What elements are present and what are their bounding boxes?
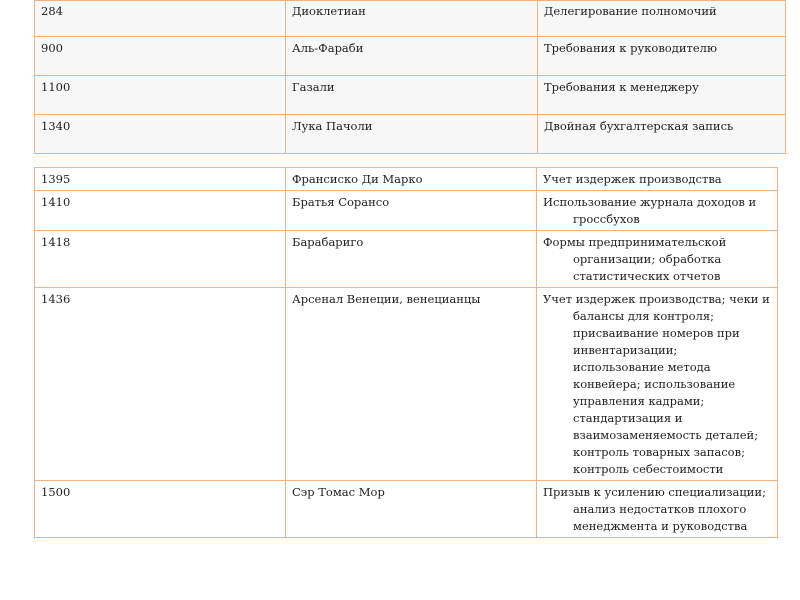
year-cell: 1500 <box>35 481 286 538</box>
contribution-cell: Использование журнала доходов и гроссбухов <box>537 191 778 231</box>
year-cell: 1418 <box>35 231 286 288</box>
year-cell: 1100 <box>35 76 286 115</box>
contribution-cell: Учет издержек производства <box>537 168 778 191</box>
table-row <box>35 288 778 481</box>
contribution-cell: Формы предпринимательской организации; обработка статистических отчетов <box>537 231 778 288</box>
contribution-cell: Делегирование полномочий <box>538 1 786 37</box>
table-row <box>35 481 778 538</box>
person-cell: Братья Сорансо <box>286 191 537 231</box>
person-cell: Арсенал Венеции, венецианцы <box>286 288 537 481</box>
history-table-top <box>34 0 786 154</box>
person-cell: Диоклетиан <box>286 1 538 37</box>
year-cell: 1436 <box>35 288 286 481</box>
table-row <box>35 191 778 231</box>
contribution-cell: Учет издержек производства; чеки и балансы для контроля; присваивание номеров при инвентаризации; использование метода конвейера; использование управления кадрами; стандартизация и взаимозаменяемость деталей; контроль товарных запасов; контроль себестоимости <box>537 288 778 481</box>
year-cell: 1410 <box>35 191 286 231</box>
year-cell: 1395 <box>35 168 286 191</box>
year-cell: 900 <box>35 37 286 76</box>
contribution-cell: Двойная бухгалтерская запись <box>538 115 786 154</box>
person-cell: Франсиско Ди Марко <box>286 168 537 191</box>
table-row <box>35 1 786 37</box>
contribution-cell: Требования к руководителю <box>538 37 786 76</box>
table-row <box>35 231 778 288</box>
year-cell: 284 <box>35 1 286 37</box>
person-cell: Сэр Томас Мор <box>286 481 537 538</box>
contribution-cell: Призыв к усилению специализации; анализ недостатков плохого менеджмента и руководства <box>537 481 778 538</box>
year-cell: 1340 <box>35 115 286 154</box>
person-cell: Лука Пачоли <box>286 115 538 154</box>
history-table-bottom <box>34 167 778 538</box>
person-cell: Газали <box>286 76 538 115</box>
person-cell: Барабариго <box>286 231 537 288</box>
person-cell: Аль-Фараби <box>286 37 538 76</box>
table-row <box>35 168 778 191</box>
contribution-cell: Требования к менеджеру <box>538 76 786 115</box>
table-row <box>35 76 786 115</box>
table-row <box>35 115 786 154</box>
table-row <box>35 37 786 76</box>
